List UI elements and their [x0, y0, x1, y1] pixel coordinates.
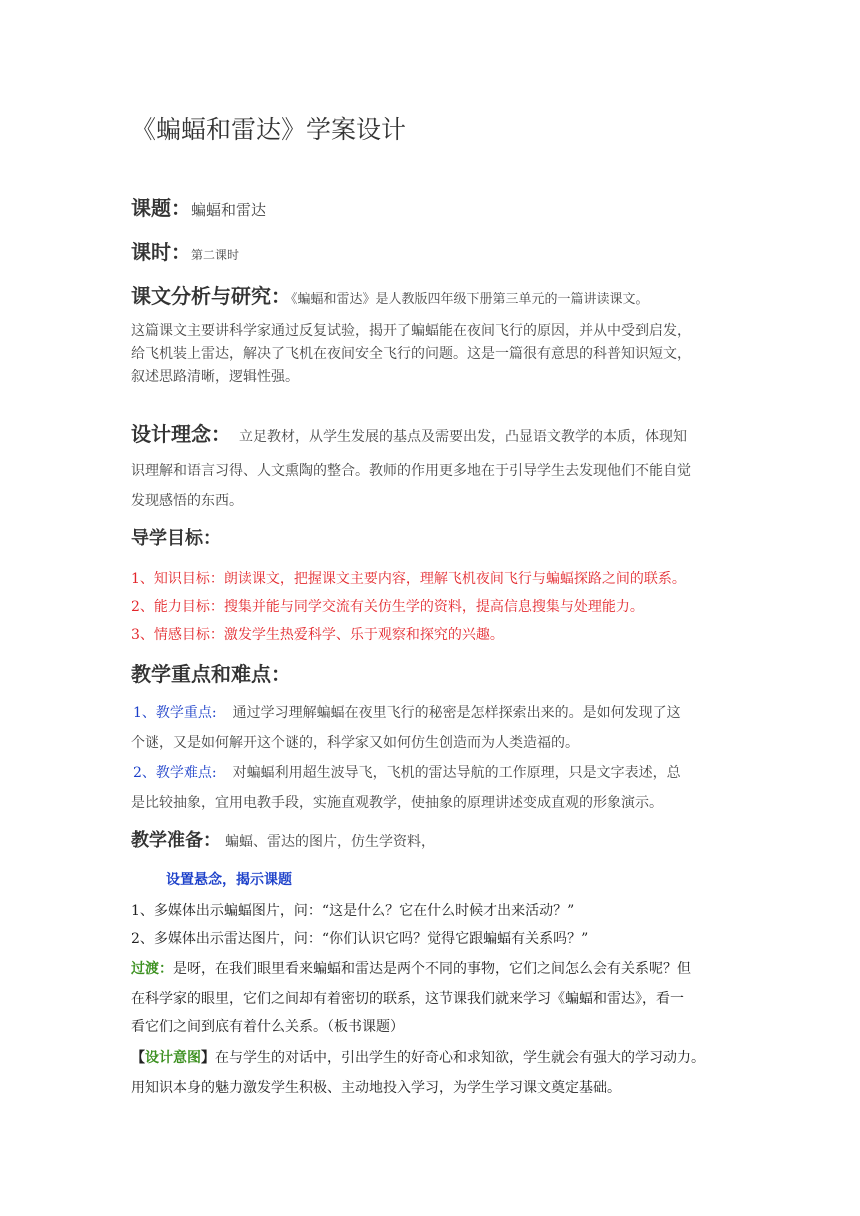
intent-line: 用知识本身的魅力激发学生积极、主动地投入学习，为学生学习课文奠定基础。 — [131, 1080, 621, 1096]
analysis-line: 叙述思路清晰，逻辑性强。 — [131, 369, 299, 385]
section-heading: 设置悬念，揭示课题 — [166, 872, 292, 888]
topic-row — [131, 192, 266, 221]
intent-line: 在与学生的对话中，引出学生的好奇心和求知欲，学生就会有强大的学习动力。 — [215, 1050, 705, 1066]
intent-first-row — [131, 1051, 705, 1065]
concept-label: 设计理念： — [131, 422, 231, 446]
analysis-paragraph — [131, 320, 731, 389]
intent-label: 设计意图 — [145, 1050, 201, 1066]
goals-list — [131, 565, 731, 649]
goal-item: 1、知识目标：朗读课文，把握课文主要内容，理解飞机夜间飞行与蝙蝠探路之间的联系。 — [131, 571, 686, 587]
topic-value: 蝙蝠和雷达 — [191, 201, 267, 219]
difficulty-prefix: 2、教学难点: — [133, 765, 217, 781]
transition-line: 是呀，在我们眼里看来蝙蝠和雷达是两个不同的事物，它们之间怎么会有关系呢？但 — [173, 961, 691, 977]
period-value: 第二课时 — [191, 248, 240, 262]
topic-label: 课题： — [131, 196, 191, 220]
focus-line: 个谜，又是如何解开这个谜的，科学家又如何仿生创造而为人类造福的。 — [131, 735, 579, 751]
goal-item: 2、能力目标：搜集并能与同学交流有关仿生学的资料，提高信息搜集与处理能力。 — [131, 599, 644, 615]
transition-first-row — [131, 962, 691, 976]
prep-row — [131, 826, 435, 852]
focus-prefix: 1、教学重点: — [133, 705, 217, 721]
prep-label: 教学准备： — [131, 830, 221, 851]
steps-list — [131, 897, 731, 953]
intent-close-bracket: 】 — [201, 1050, 215, 1066]
transition-line: 在科学家的眼里，它们之间却有着密切的联系，这节课我们就来学习《蝙蝠和雷达》，看一 — [131, 991, 684, 1007]
focus-line: 通过学习理解蝙蝠在夜里飞行的秘密是怎样探索出来的。是如何发现了这 — [232, 705, 681, 721]
document-title: 《蝙蝠和雷达》学案设计 — [131, 115, 407, 144]
period-row — [131, 236, 239, 265]
concept-line: 立足教材，从学生发展的基点及需要出发，凸显语文教学的本质，体现知 — [239, 429, 687, 445]
analysis-line: 《蝙蝠和雷达》是人教版四年级下册第三单元的一篇讲读课文。 — [291, 292, 649, 307]
concept-line: 发现感悟的东西。 — [131, 493, 243, 509]
difficulty-line: 是比较抽象，宜用电教手段，实施直观教学，使抽象的原理讲述变成直观的形象演示。 — [131, 795, 663, 811]
prep-value: 蝙蝠、雷达的图片，仿生学资料， — [225, 834, 435, 850]
keypoints-heading: 教学重点和难点： — [131, 662, 291, 686]
step-item: 1、多媒体出示蝙蝠图片，问：“这是什么？它在什么时候才出来活动？” — [131, 903, 575, 919]
analysis-first-row — [131, 280, 649, 309]
goals-heading: 导学目标： — [131, 528, 221, 549]
concept-line: 识理解和语言习得、人文熏陶的整合。教师的作用更多地在于引导学生去发现他们不能自觉 — [131, 463, 691, 479]
transition-paragraph — [131, 985, 731, 1041]
intent-open-bracket: 【 — [131, 1050, 145, 1066]
concept-paragraph — [131, 454, 731, 514]
transition-line: 看它们之间到底有着什么关系。（板书课题） — [131, 1019, 404, 1035]
analysis-line: 给飞机装上雷达，解决了飞机在夜间安全飞行的问题。这是一篇很有意思的科普知识短文， — [131, 346, 691, 362]
analysis-label: 课文分析与研究： — [131, 284, 291, 308]
period-label: 课时： — [131, 240, 191, 264]
difficulty-line: 对蝙蝠利用超生波导飞，飞机的雷达导航的工作原理，只是文字表述，总 — [232, 765, 681, 781]
step-item: 2、多媒体出示雷达图片，问：“你们认识它吗？觉得它跟蝙蝠有关系吗？” — [131, 931, 589, 947]
focus-first-row — [133, 706, 681, 720]
concept-first-row — [131, 418, 687, 447]
analysis-line: 这篇课文主要讲科学家通过反复试验，揭开了蝙蝠能在夜间飞行的原因，并从中受到启发， — [131, 323, 691, 339]
transition-label: 过渡： — [131, 961, 173, 977]
difficulty-first-row — [133, 766, 681, 780]
goal-item: 3、情感目标：激发学生热爱科学、乐于观察和探究的兴趣。 — [131, 627, 504, 643]
